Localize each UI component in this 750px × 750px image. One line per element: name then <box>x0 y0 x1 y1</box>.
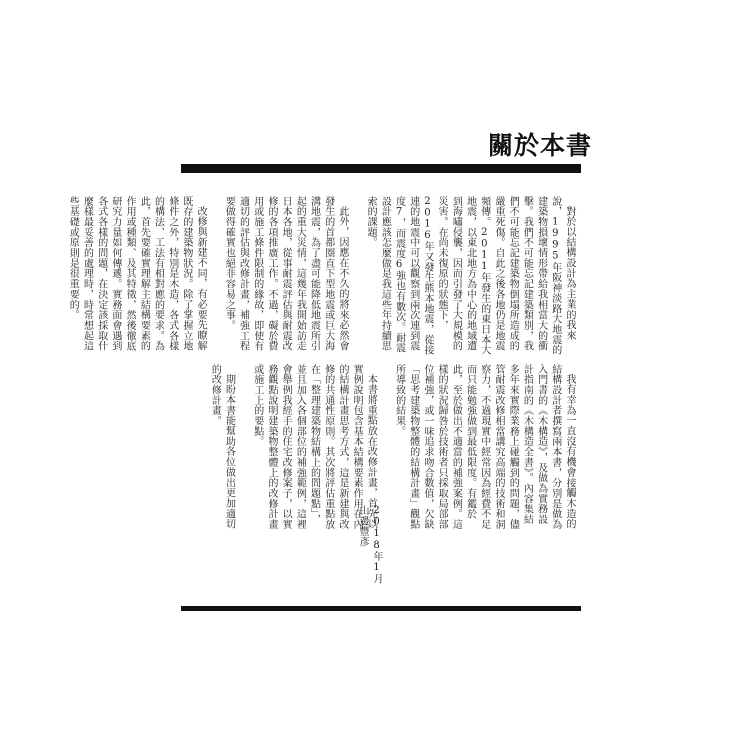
signature-author: 山邊豐彥 <box>357 505 368 548</box>
paragraph-3: 改修與新建不同，有必要先瞭解既存的建築物狀況。除了掌握立地條件之外，特別是木造，各式各樣的構法、工法有相對應的要求。為此，首先要確實理解主結構要素的作用或種類、及其特徵，然後徹底研究力量如何傳遞。實務面會遇到各式各樣的問題，在決定該採取什麼樣最妥善的處理時，時常想起這些基礎或原則是很重要的。 <box>67 196 207 352</box>
paragraph-5: 本書將重點放在改修計畫，首先以實例說明包含基本結構要素作用在內的結構計畫思考方式，這是新建與改修的共通性原則。其次將評估重點放在「整理建築物結構上的問題點」，並且加入各個部位的補強範例，這裡會舉例我經手的住宅改修案子，以實務觀點說明建築物整體上的改修計畫或施工上的要點。 <box>251 364 377 530</box>
paragraph-2: 此外，因應在不久的將來必然會發生的首都圈直下型地震或巨大海溝地震，為了盡可能降低地震所引起的重大災情，這幾年我開始訪走日本各地，從事耐震評估與耐震改修的各項推廣工作。不過，礙於費用或施工條件限制的緣故，即使有適切的評估與改修計畫，補強工程要做得確實也絕非容易之事。 <box>223 196 348 352</box>
page-title: 關於本書 <box>488 131 593 160</box>
text-column-upper <box>67 196 576 356</box>
paragraph-6: 期盼本書能幫助各位做出更加適切的改修計畫。 <box>209 364 235 530</box>
top-rule <box>181 164 581 173</box>
paragraph-1: 對於以結構設計為主業的我來說，1995年阪神淡路大地震的建築物損壞情形帶給我相當大的衝擊。我們不可能忘記建築類別，我們不可能忘記建築物倒塌所造成的嚴重死傷。自此之後各地仍是地震頻傳。2011年發生的東日本大地震，以東北地方為中心的地域遭到海嘯侵襲，因而引發了大規模的災害。在尚未復原的狀態下，2016年又發生熊本地震，從接連的地震中可以觀察到兩次連到震度7，而震度6強也有數次。耐震設計應該怎麼做是我這些年持續思索的課題。 <box>365 196 575 356</box>
signature <box>355 505 383 584</box>
signature-date: 2018年1月 <box>371 505 382 585</box>
bottom-rule <box>181 606 581 611</box>
paragraph-4: 我有幸為一直沒有機會接觸木造的結構設計者撰寫兩本書，分別是做為入門書的《木構造》，及做為實務設計指南的《木構造全書》。內容集結多年來實際業務上碰觸到的問題，儘管耐震改修相當講究高端的技術和洞察力，不過現實中經常因為經費不足而只能勉強做到最低限度。有鑑於此，至於做出不適當的補強案例。這樣的狀況歸咎於技術者只採取局部部位補強，或一味追求吻合數值，欠缺「思考建築物整體的結構計畫」觀點所導致的結果。 <box>393 364 575 530</box>
